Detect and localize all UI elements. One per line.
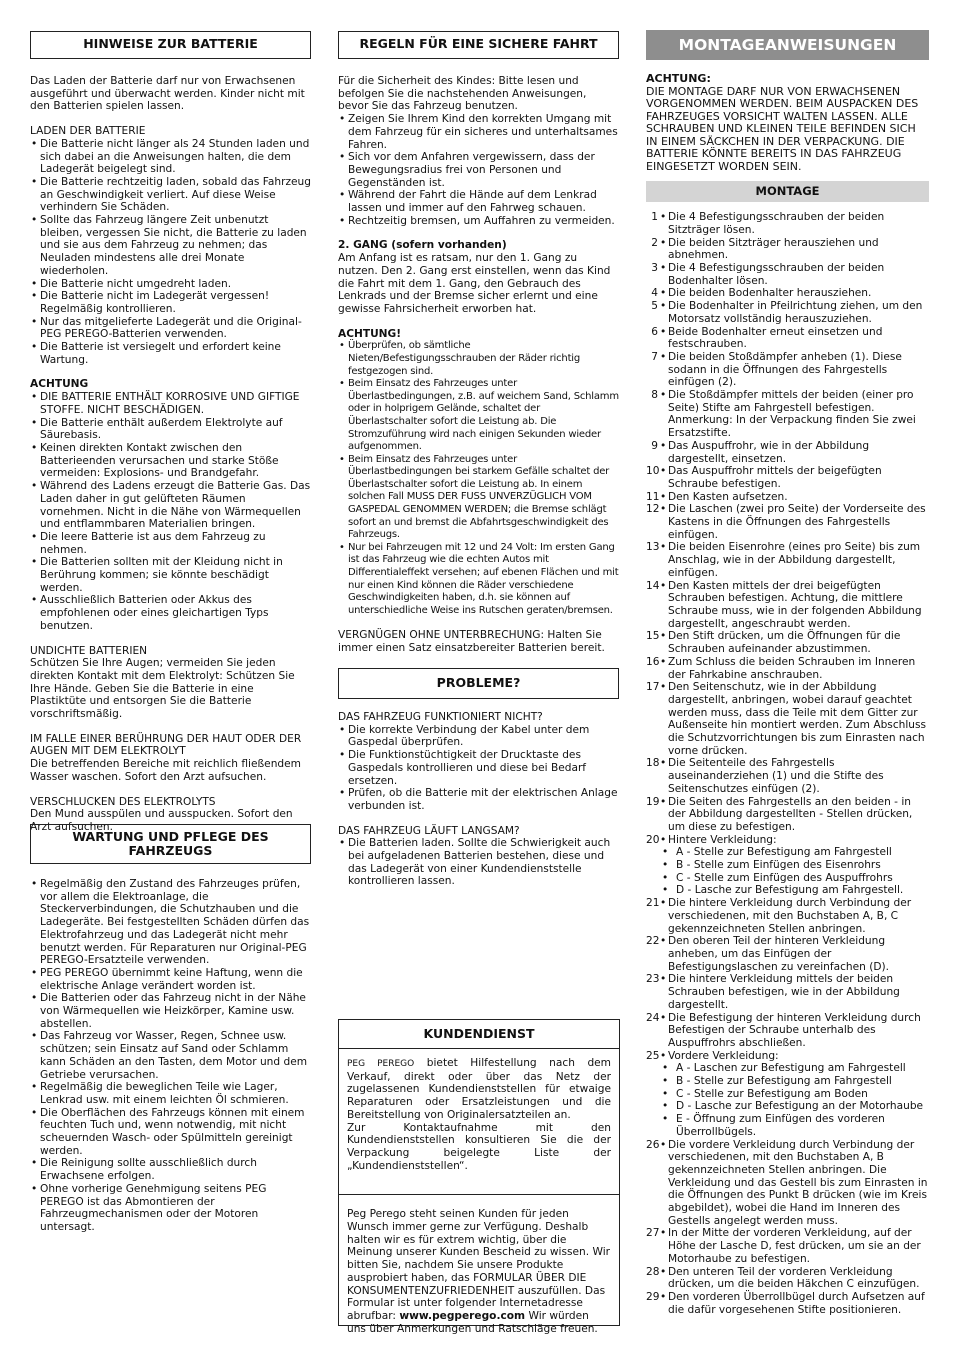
step-number: 12	[646, 503, 660, 516]
step-bullet: •	[660, 541, 667, 554]
regeln-list	[338, 113, 619, 227]
regeln-achtung-item: • Beim Einsatz des Fahrzeuges unter Überlastbedingungen, z.B. auf weichem Sand, Schlamm oder in holprigem Gelände, schaltet der Überlastschalter sofort die Leistung ab. Die Stromzuführung wird nach einigen Sekunden wieder aufgenommen.	[338, 378, 619, 454]
montage-step	[646, 1139, 929, 1228]
step-bullet: •	[660, 655, 667, 668]
montage-step	[646, 351, 929, 389]
step-sublist	[646, 1062, 929, 1138]
step-text: Die beiden Sitzträger herausziehen und abnehmen.	[668, 236, 879, 262]
step-subitem: • E - Öffnung zum Einfügen des vorderen Überrollbügels.	[646, 1113, 929, 1138]
regeln-item: • Rechtzeitig bremsen, um Auffahren zu vermeiden.	[338, 215, 619, 228]
schluck-text: Den Mund ausspülen und ausspucken. Sofort den Arzt aufsuchen.	[30, 808, 293, 833]
montage-step	[646, 491, 929, 504]
step-text: Die 4 Befestigungsschrauben der beiden Bodenhalter lösen.	[668, 262, 885, 287]
montage-step	[646, 580, 929, 631]
step-subitem: • A - Laschen zur Befestigung am Fahrgestell	[646, 1062, 929, 1075]
step-sublist	[646, 846, 929, 897]
step-subitem: • D - Lasche zur Befestigung an der Motorhaube	[646, 1100, 929, 1113]
batterie-achtung-list	[30, 391, 311, 632]
regeln-heading: REGELN FÜR EINE SICHERE FAHRT	[338, 31, 619, 59]
step-number: 21	[646, 897, 660, 910]
montage-step	[646, 1050, 929, 1063]
montage-step	[646, 897, 929, 935]
step-bullet: •	[660, 1227, 667, 1240]
step-text: Die Bodenhalter in Pfeilrichtung ziehen, um den Motorsatz vollständig herauszuziehen.	[668, 300, 923, 325]
regeln-item: • Zeigen Sie Ihrem Kind den korrekten Umgang mit dem Fahrzeug für ein sicheres und unterhaltsames Fahren.	[338, 113, 619, 151]
probleme-q1: DAS FAHRZEUG FUNKTIONIERT NICHT?	[338, 711, 543, 723]
montage-step	[646, 935, 929, 973]
step-text: Den Seitenschutz, wie in der Abbildung dargestellt, anbringen, wobei darauf geachtet werden muss, dass die Teile mit dem Gitter zur Außenseite hin montiert werden. Zum Abschluss die Schutzvorrichtungen bis zum Einrasten nach vorne drücken.	[668, 681, 927, 757]
step-text: Das Auspuffrohr, wie in der Abbildung dargestellt, einsetzen.	[668, 439, 870, 465]
schluck-title: VERSCHLUCKEN DES ELEKTROLYTS	[30, 795, 216, 808]
montage-step	[646, 973, 929, 1011]
step-text: Die Seitenteile des Fahrgestells auseinanderziehen (1) und die Stifte des Seitenschutzes einfügen (2).	[668, 757, 884, 795]
wartung-item: • PEG PEREGO übernimmt keine Haftung, wenn die elektrische Anlage verändert worden ist.	[30, 967, 311, 992]
wartung-section	[30, 824, 311, 1234]
step-bullet: •	[660, 757, 667, 770]
step-bullet: •	[660, 1049, 667, 1062]
step-text: Die beiden Bodenhalter herausziehen.	[668, 287, 872, 300]
laden-item: • Die Batterie ist versiegelt und erfordert keine Wartung.	[30, 341, 311, 366]
kundendienst-text1	[347, 1057, 611, 1122]
step-bullet: •	[660, 795, 667, 808]
laden-item: • Die Batterie nicht länger als 24 Stunden laden und sich dabei an die Anweisungen halten, die dem Ladegerät beigelegt sind.	[30, 138, 311, 176]
wartung-item: • Das Fahrzeug vor Wasser, Regen, Schnee usw. schützen; sein Einsatz auf Sand oder Schlamm kann Schäden an den Tasten, dem Motor und dem Getriebe verursachen.	[30, 1030, 311, 1081]
kundendienst-box	[338, 1019, 620, 1335]
regeln-achtung-title: ACHTUNG!	[338, 327, 402, 340]
step-text: Die hintere Verkleidung durch Verbindung der verschiedenen, mit den Buchstaben A, B, C gekennzeichneten Stellen anbringen.	[668, 897, 912, 935]
step-text: Den Kasten mittels der drei beigefügten Schrauben befestigen. Achtung, die mittlere Schraube muss, wie in der folgenden Abbildung dargestellt, angeschraubt werden.	[668, 579, 922, 630]
batterie-heading: HINWEISE ZUR BATTERIE	[30, 31, 311, 59]
step-number: 22	[646, 935, 660, 948]
step-number: 2	[651, 236, 658, 249]
probleme-q1-item: • Prüfen, ob die Batterie mit der elektrischen Anlage verbunden ist.	[338, 787, 619, 812]
step-number: 14	[646, 579, 660, 592]
step-text: Beide Bodenhalter erneut einsetzen und festschrauben.	[668, 325, 883, 351]
undicht-text: Schützen Sie Ihre Augen; vermeiden Sie jeden direkten Kontakt mit dem Elektrolyt: Schützen Sie Ihre Hände. Geben Sie die Batterie in eine Plastiktüte und entsorgen Sie die Batterie vorschriftsmäßig.	[30, 657, 295, 721]
montage-step	[646, 389, 929, 440]
step-number: 20	[646, 833, 660, 846]
montage-step	[646, 503, 929, 541]
montage-step	[646, 1266, 929, 1291]
step-bullet: •	[660, 1265, 667, 1278]
step-bullet: •	[660, 490, 667, 503]
step-text: Die Seiten des Fahrgestells an den beiden - in der Abbildung dargestellten - Stellen drücken, um diese zu befestigen.	[668, 795, 913, 833]
step-text: Den Stift drücken, um die Öffnungen für die Schrauben aufeinander abzustimmen.	[668, 630, 901, 656]
step-number: 25	[646, 1049, 660, 1062]
step-number: 19	[646, 795, 660, 808]
kundendienst-brand: PEG PEREGO	[347, 1059, 415, 1069]
step-text: Die 4 Befestigungsschrauben der beiden Sitzträger lösen.	[668, 211, 885, 236]
montage-step	[646, 1291, 929, 1316]
step-subitem: • C - Stelle zur Befestigung am Boden	[646, 1088, 929, 1101]
montage-achtung-title: ACHTUNG:	[646, 72, 711, 85]
step-bullet: •	[660, 211, 667, 224]
laden-item: • Nur das mitgelieferte Ladegerät und die Original-PEG PEREGO-Batterien verwenden.	[30, 316, 311, 341]
montage-steps	[646, 211, 929, 1316]
montage-step	[646, 211, 929, 236]
batterie-achtung-item: • Die Batterie enthält außerdem Elektrolyte auf Säurebasis.	[30, 417, 311, 442]
undicht-title: UNDICHTE BATTERIEN	[30, 644, 148, 657]
kundendienst-feedback	[339, 1195, 619, 1335]
step-bullet: •	[660, 350, 667, 363]
step-subitem: • B - Stelle zur Befestigung am Fahrgestell	[646, 1075, 929, 1088]
montage-heading: MONTAGEANWEISUNGEN	[646, 30, 929, 60]
step-text: Den vorderen Überrollbügel durch Aufsetzen auf die dafür vorgesehenen Stifte positionieren.	[668, 1290, 925, 1316]
step-text: Die Laschen (zwei pro Seite) der Vorderseite des Kastens in die Öffnungen des Fahrgestells einfügen.	[668, 503, 926, 541]
step-number: 18	[646, 757, 660, 770]
step-bullet: •	[660, 630, 667, 643]
probleme-q2: DAS FAHRZEUG LÄUFT LANGSAM?	[338, 824, 520, 837]
gang-title: 2. GANG (sofern vorhanden)	[338, 239, 507, 252]
batterie-achtung-item: • DIE BATTERIE ENTHÄLT KORROSIVE UND GIFTIGE STOFFE. NICHT BESCHÄDIGEN.	[30, 391, 311, 416]
haut-text: Die betreffenden Bereiche mit reichlich fließendem Wasser waschen. Sofort den Arzt aufsuchen.	[30, 758, 301, 783]
step-text: Die Stoßdämpfer mittels der beiden (einer pro Seite) Stifte am Fahrgestell befestigen. Anmerkung: In der Verpackung finden Sie zwei Ersatzstifte.	[668, 389, 916, 440]
step-number: 24	[646, 1011, 660, 1024]
batterie-achtung-item: • Die leere Batterie ist aus dem Fahrzeug zu nehmen.	[30, 531, 311, 556]
step-number: 17	[646, 681, 660, 694]
regeln-achtung-list	[338, 340, 619, 617]
kundendienst-text3	[347, 1208, 611, 1335]
website-link[interactable]: www.pegperego.com	[399, 1309, 526, 1322]
step-number: 1	[651, 211, 658, 224]
regeln-intro: Für die Sicherheit des Kindes: Bitte lesen und befolgen Sie die nachstehenden Anweisungen, bevor Sie das Fahrzeug benutzen.	[338, 75, 587, 113]
probleme-section	[338, 668, 619, 888]
step-text: Die Befestigung der hinteren Verkleidung durch Befestigen der Schraube unterhalb des Auspuffrohrs abschließen.	[668, 1011, 921, 1049]
step-number: 8	[651, 389, 658, 402]
montage-step	[646, 796, 929, 834]
step-number: 15	[646, 630, 660, 643]
step-bullet: •	[660, 1011, 667, 1024]
regeln-achtung-item: • Nur bei Fahrzeugen mit 12 und 24 Volt: Im ersten Gang ist das Fahrzeug wie die echten Autos mit Differentialeffekt versehen; auf ebenen Flächen und mit nur einen Kind können die Räder verschiedene Geschwindigkeiten haben, d.h. sie können auf unterschiedliche Weise ins Rutschen geraten/bremsen.	[338, 542, 619, 618]
step-bullet: •	[660, 1138, 667, 1151]
montage-step	[646, 630, 929, 655]
column-left	[30, 31, 311, 834]
step-number: 5	[651, 300, 658, 313]
wartung-item: • Die Reinigung sollte ausschließlich durch Erwachsene erfolgen.	[30, 1157, 311, 1182]
probleme-q2-item: • Die Batterien laden. Sollte die Schwierigkeit auch bei aufgeladenen Batterien bestehen, diese und das Ladegerät von einer Kundendienststelle kontrollieren lassen.	[338, 837, 619, 888]
kundendienst-body	[339, 1049, 619, 1172]
montage-step	[646, 262, 929, 287]
step-text: Den Kasten aufsetzen.	[668, 490, 788, 503]
step-text: In der Mitte der vorderen Verkleidung, auf der Höhe der Lasche D, fest drücken, um sie an der Motorhaube zu befestigen.	[668, 1227, 921, 1265]
regeln-item: • Sich vor dem Anfahren vergewissern, dass der Bewegungsradius frei von Personen und Gegenständen ist.	[338, 151, 619, 189]
montage-step	[646, 757, 929, 795]
step-text: Den unteren Teil der vorderen Verkleidung drücken, um die beiden Häkchen C einzufügen.	[668, 1265, 920, 1291]
wartung-heading: WARTUNG UND PFLEGE DES FAHRZEUGS	[30, 824, 311, 864]
step-number: 3	[651, 262, 658, 275]
step-bullet: •	[660, 973, 667, 986]
regeln-item: • Während der Fahrt die Hände auf dem Lenkrad lassen und immer auf den Fahrweg schauen.	[338, 189, 619, 214]
laden-item: • Sollte das Fahrzeug längere Zeit unbenutzt bleiben, vergessen Sie nicht, die Batterie zu laden und sie aus dem Fahrzeug zu nehmen; das Neuladen mindestens alle drei Monate wiederholen.	[30, 214, 311, 278]
montage-step	[646, 656, 929, 681]
step-subitem: • B - Stelle zum Einfügen des Eisenrohrs	[646, 859, 929, 872]
laden-item: • Die Batterie nicht umgedreht laden.	[30, 278, 311, 291]
montage-subheading: MONTAGE	[646, 181, 929, 202]
montage-step	[646, 681, 929, 757]
montage-step	[646, 237, 929, 262]
step-number: 29	[646, 1290, 660, 1303]
batterie-achtung-item: • Ausschließlich Batterien oder Akkus des empfohlenen oder eines gleichartigen Typs benutzen.	[30, 594, 311, 632]
step-number: 10	[646, 465, 660, 478]
vergnuegen-text: VERGNÜGEN OHNE UNTERBRECHUNG: Halten Sie immer einen Satz einsatzbereiter Batterien bereit.	[338, 629, 605, 655]
step-number: 16	[646, 655, 660, 668]
step-subitem: • A - Stelle zur Befestigung am Fahrgestell	[646, 846, 929, 859]
step-bullet: •	[660, 833, 667, 846]
laden-item: • Die Batterie nicht im Ladegerät vergessen! Regelmäßig kontrollieren.	[30, 290, 311, 315]
step-bullet: •	[660, 681, 667, 694]
step-bullet: •	[660, 935, 667, 948]
laden-item: • Die Batterie rechtzeitig laden, sobald das Fahrzeug an Geschwindigkeit verliert. Auf diese Weise verhindern Sie Schäden.	[30, 176, 311, 214]
step-subitem: • D - Lasche zur Befestigung am Fahrgestell.	[646, 884, 929, 897]
step-bullet: •	[660, 325, 667, 338]
gang-text: Am Anfang ist es ratsam, nur den 1. Gang zu nutzen. Den 2. Gang erst einstellen, wenn das Kind die Fahrt mit dem 1. Gang, den Gebrauch des Lenkrads und der Bremse sicher erlernt und eine gewisse Fahrsicherheit erworben hat.	[338, 252, 611, 315]
step-bullet: •	[660, 465, 667, 478]
probleme-q1-item: • Die korrekte Verbindung der Kabel unter dem Gaspedal überprüfen.	[338, 724, 619, 749]
regeln-achtung-item: • Überprüfen, ob sämtliche Nieten/Befestigungsschrauben der Räder richtig festgezogen sind.	[338, 340, 619, 378]
column-right	[646, 30, 929, 1316]
montage-step	[646, 834, 929, 847]
wartung-item: • Ohne vorherige Genehmigung seitens PEG PEREGO ist das Abmontieren der Fahrzeugmechanismen oder der Motoren untersagt.	[30, 1183, 311, 1234]
step-bullet: •	[660, 579, 667, 592]
montage-achtung-text: DIE MONTAGE DARF NUR VON ERWACHSENEN VORGENOMMEN WERDEN. BEIM AUSPACKEN DES FAHRZEUGES VORSICHT WALTEN LASSEN. ALLE SCHRAUBEN UND KLEINEN TEILE BEFINDEN SICH IN EINEM SÄCKCHEN IN DER VERPACKUNG. DIE BATTERIE KÖNNTE BEREITS IN DAS FAHRZEUG EINGESETZT WORDEN SEIN.	[646, 84, 919, 173]
step-bullet: •	[660, 287, 667, 300]
step-number: 13	[646, 541, 660, 554]
wartung-list	[30, 878, 311, 1234]
regeln-achtung-item: • Beim Einsatz des Fahrzeuges unter Überlastbedingungen bei starkem Gefälle schaltet der Überlastschalter sofort die Leistung ab. In einem solchen Fall MUSS DER FUSS UNVERZÜGLICH VOM GASPEDAL GENOMMEN WERDEN; die Bremse schlägt sofort an und bremst die Abfahrtsgeschwindigkeit des Fahrzeugs.	[338, 454, 619, 542]
laden-list	[30, 138, 311, 367]
step-text: Die beiden Eisenrohre (eines pro Seite) bis zum Anschlag, wie in der Abbildung dargestellt, einfügen.	[668, 541, 921, 579]
step-number: 26	[646, 1138, 660, 1151]
wartung-item: • Regelmäßig die beweglichen Teile wie Lager, Lenkrad usw. mit einem leichten Öl schmieren.	[30, 1081, 311, 1106]
step-number: 11	[646, 490, 660, 503]
step-text: Hintere Verkleidung:	[668, 833, 777, 846]
wartung-item: • Die Batterien oder das Fahrzeug nicht in der Nähe von Wärmequellen wie Heizkörper, Kamine usw. abstellen.	[30, 992, 311, 1030]
batterie-achtung-title: ACHTUNG	[30, 378, 89, 391]
column-middle	[338, 31, 619, 655]
step-bullet: •	[660, 300, 667, 313]
step-text: Das Auspuffrohr mittels der beigefügten Schraube befestigen.	[668, 465, 882, 490]
step-text: Die vordere Verkleidung durch Verbindung der verschiedenen, mit den Buchstaben A, B gekennzeichneten Stellen anbringen. Die Verkleidung und das Gestell bis zum Einrasten in die Öffnungen des Punkt B drücken (wie im Kreis abgebildet), wobei die Hand im Inneren des Gestells angelegt werden muss.	[668, 1138, 928, 1227]
wartung-item: • Regelmäßig den Zustand des Fahrzeuges prüfen, vor allem die Elektroanlage, die Steckerverbindungen, die Schutzhauben und die Ladegeräte. Bei festgestellten Schäden dürfen das Elektrofahrzeug und das Ladegerät nicht mehr benutzt werden. Für Reparaturen nur Original-PEG PEREGO-Ersatzteile verwenden.	[30, 878, 311, 967]
step-text: Vordere Verkleidung:	[668, 1049, 779, 1062]
batterie-achtung-item: • Die Batterien sollten mit der Kleidung nicht in Berührung kommen; sie könnte beschädigt werden.	[30, 556, 311, 594]
kundendienst-text1-body: bietet Hilfestellung nach dem Verkauf, direkt oder über das Netz der zugelassenen Kundendienststellen für etwaige Reparaturen oder Ersatzleistungen und die Bereitstellung von Originalersatzteilen an.	[347, 1057, 612, 1121]
haut-title: IM FALLE EINER BERÜHRUNG DER HAUT ODER DER AUGEN MIT DEM ELEKTROLYT	[30, 732, 302, 758]
probleme-q1-item: • Die Funktionstüchtigkeit der Drucktaste des Gaspedals kontrollieren und diese bei Bedarf ersetzen.	[338, 749, 619, 787]
montage-step	[646, 326, 929, 351]
kundendienst-text4: Wir würden uns über Anmerkungen und Ratschläge freuen.	[347, 1309, 598, 1335]
step-text: Den oberen Teil der hinteren Verkleidung anheben, um das Einfügen der Befestigungslaschen zu vereinfachen (D).	[668, 935, 890, 973]
montage-step	[646, 1227, 929, 1265]
step-bullet: •	[660, 503, 667, 516]
step-bullet: •	[660, 262, 667, 275]
step-text: Die hintere Verkleidung mittels der beiden Schrauben befestigen, wie in der Abbildung dargestellt.	[668, 973, 900, 1011]
batterie-achtung-item: • Während des Ladens erzeugt die Batterie Gas. Das Laden daher in gut gelüfteten Räumen vornehmen. Nicht in die Nähe von Wärmequellen und entflammbaren Materialien bringen.	[30, 480, 311, 531]
step-bullet: •	[660, 897, 667, 910]
montage-step	[646, 465, 929, 490]
step-number: 4	[651, 287, 658, 300]
step-text: Zum Schluss die beiden Schrauben im Inneren der Fahrkabine anschrauben.	[668, 655, 916, 681]
step-number: 7	[651, 350, 658, 363]
probleme-heading: PROBLEME?	[338, 668, 619, 699]
probleme-q1-list	[338, 724, 619, 813]
kundendienst-heading: KUNDENDIENST	[339, 1020, 619, 1049]
batterie-intro: Das Laden der Batterie darf nur von Erwachsenen ausgeführt und überwacht werden. Kinder nicht mit den Batterien spielen lassen.	[30, 75, 305, 113]
step-bullet: •	[660, 389, 667, 402]
step-text: Die beiden Stoßdämpfer anheben (1). Diese sodann in die Öffnungen des Fahrgestells einfügen (2).	[668, 350, 902, 389]
step-bullet: •	[660, 236, 667, 249]
step-bullet: •	[660, 1290, 667, 1303]
step-number: 28	[646, 1265, 660, 1278]
step-number: 9	[651, 439, 658, 452]
wartung-item: • Die Oberflächen des Fahrzeugs können mit einem feuchten Tuch und, wenn notwendig, mit nicht scheuernden Wasch- oder Spülmitteln gereinigt werden.	[30, 1107, 311, 1158]
kundendienst-text3-body: Peg Perego steht seinen Kunden für jeden Wunsch immer gerne zur Verfügung. Deshalb halten wir es für extrem wichtig, über die Meinung unserer Kunden Bescheid zu wissen. Wir bitten Sie, nachdem Sie unsere Produkte ausprobiert haben, das FORMULAR ÜBER DIE KONSUMENTENZUFRIEDENHEIT auszufüllen. Das Formular ist unter folgender Internetadresse abrufbar:	[347, 1208, 611, 1322]
montage-step	[646, 440, 929, 465]
kundendienst-text2: Zur Kontaktaufnahme mit den Kundendienststellen konsultieren Sie die der Verpackung beigelegte Liste der „Kundendienststellen“.	[347, 1121, 611, 1172]
probleme-q2-list	[338, 837, 619, 888]
laden-title: LADEN DER BATTERIE	[30, 125, 146, 138]
montage-step	[646, 541, 929, 579]
montage-step	[646, 1012, 929, 1050]
step-bullet: •	[660, 439, 667, 452]
montage-step	[646, 300, 929, 325]
step-subitem: • C - Stelle zum Einfügen des Auspuffrohrs	[646, 872, 929, 885]
montage-step	[646, 287, 929, 300]
batterie-achtung-item: • Keinen direkten Kontakt zwischen den Batterieenden verursachen und starke Stöße vermeiden: Explosions- und Brandgefahr.	[30, 442, 311, 480]
step-number: 27	[646, 1227, 660, 1240]
step-number: 6	[651, 325, 658, 338]
step-number: 23	[646, 973, 660, 986]
